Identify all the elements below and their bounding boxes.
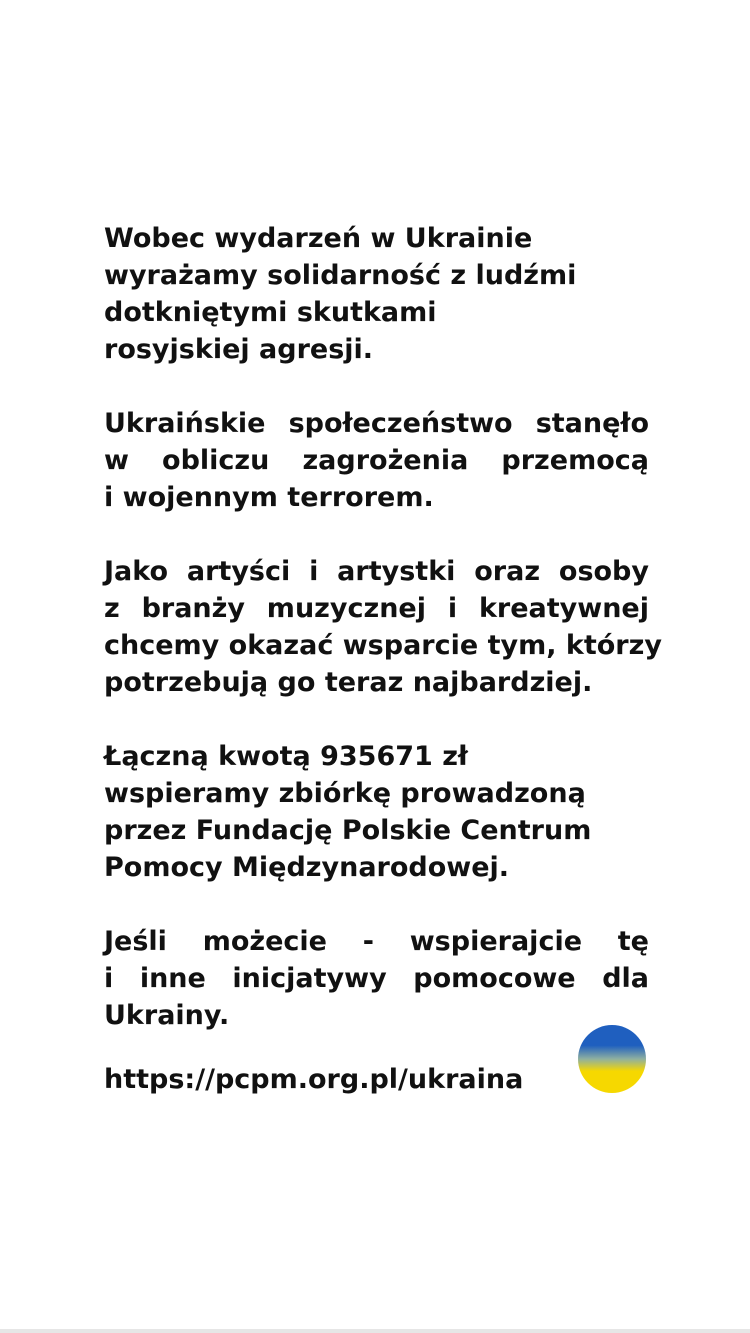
text-line: Pomocy Międzynarodowej.: [104, 852, 510, 883]
text-line: z branży muzycznej i kreatywnej: [104, 593, 649, 624]
text-line: Wobec wydarzeń w Ukrainie: [104, 223, 533, 254]
text-line: Jeśli możecie - wspierajcie tę: [104, 926, 649, 957]
text-line: wyrażamy solidarność z ludźmi: [104, 260, 577, 291]
paragraph-artists: [104, 553, 662, 701]
text-line: dotkniętymi skutkami: [104, 297, 437, 328]
text-line: chcemy okazać wsparcie tym, którzy: [104, 630, 662, 661]
text-line: Łączną kwotą 935671 zł: [104, 741, 468, 772]
paragraph-donation: [104, 738, 649, 886]
paragraph-society: [104, 405, 649, 516]
text-line: i wojennym terrorem.: [104, 482, 434, 513]
statement-text: [104, 220, 662, 1071]
text-line: w obliczu zagrożenia przemocą: [104, 445, 649, 476]
text-line: Ukrainy.: [104, 1000, 230, 1031]
text-line: Ukraińskie społeczeństwo stanęło: [104, 408, 649, 439]
text-line: rosyjskiej agresji.: [104, 334, 374, 365]
paragraph-call-to-action: [104, 923, 649, 1034]
text-line: i inne inicjatywy pomocowe dla: [104, 963, 649, 994]
ukraine-flag-circle-icon: [578, 1025, 646, 1093]
paragraph-solidarity: [104, 220, 649, 368]
text-line: przez Fundację Polskie Centrum: [104, 815, 592, 846]
text-line: potrzebują go teraz najbardziej.: [104, 667, 593, 698]
text-line: Jako artyści i artystki oraz osoby: [104, 556, 649, 587]
donation-link[interactable]: https://pcpm.org.pl/ukraina: [104, 1064, 524, 1095]
text-line: wspieramy zbiórkę prowadzoną: [104, 778, 586, 809]
bottom-divider: [0, 1329, 750, 1333]
